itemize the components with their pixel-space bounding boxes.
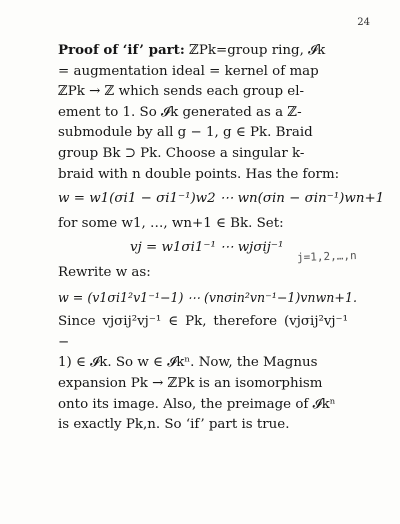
proof-heading: Proof of ‘if’ part xyxy=(58,42,180,58)
text-line-6: group Bk ⊃ Pk. Choose a singular k- xyxy=(58,145,305,161)
equation-3: w = (v1σi1²v1⁻¹−1) ⋯ (vnσin²vn⁻¹−1)vnwn+1. xyxy=(58,289,357,305)
final-line-4: onto its image. Also, the preimage of 𝓘kⁿ xyxy=(58,396,336,412)
text-line-2: = augmentation ideal = kernel of map xyxy=(58,63,319,79)
paragraph-first-line xyxy=(58,40,348,62)
page-content xyxy=(58,40,385,436)
page-number: 24 xyxy=(357,17,370,28)
final-line-2: 1) ∈ 𝓘k. So w ∈ 𝓘kⁿ. Now, the Magnus xyxy=(58,355,318,371)
equation-1: w = w1(σi1 − σi1⁻¹)w2 ⋯ wn(σin − σin⁻¹)wn+1 xyxy=(58,191,385,207)
text-line-3: ℤPk → ℤ which sends each group el- xyxy=(58,84,305,100)
final-line-5: is exactly Pk,n. So ‘if’ part is true. xyxy=(58,417,290,433)
text-line-set: for some w1, …, wn+1 ∈ Bk. Set: xyxy=(58,215,284,231)
heading-colon: : xyxy=(179,42,185,58)
handwritten-note: j=1,2,…,n xyxy=(296,248,357,265)
text-line-5: submodule by all g − 1, g ∈ Pk. Braid xyxy=(58,125,313,141)
equation-2: vj = w1σi1⁻¹ ⋯ wjσij⁻¹ xyxy=(130,240,284,256)
text-line-7: braid with n double points. Has the form: xyxy=(58,166,340,182)
final-line-1: Since vjσij²vj⁻¹ ∈ Pk, therefore (vjσij²vj⁻¹ − xyxy=(58,314,348,350)
text-line-rewrite: Rewrite w as: xyxy=(58,264,151,280)
text-line-4: ement to 1. So 𝓘k generated as a ℤ- xyxy=(58,104,302,120)
final-line-3: expansion Pk → ℤPk is an isomorphism xyxy=(58,375,323,391)
text-line-1: ℤPk=group ring, 𝓘k xyxy=(189,43,326,58)
